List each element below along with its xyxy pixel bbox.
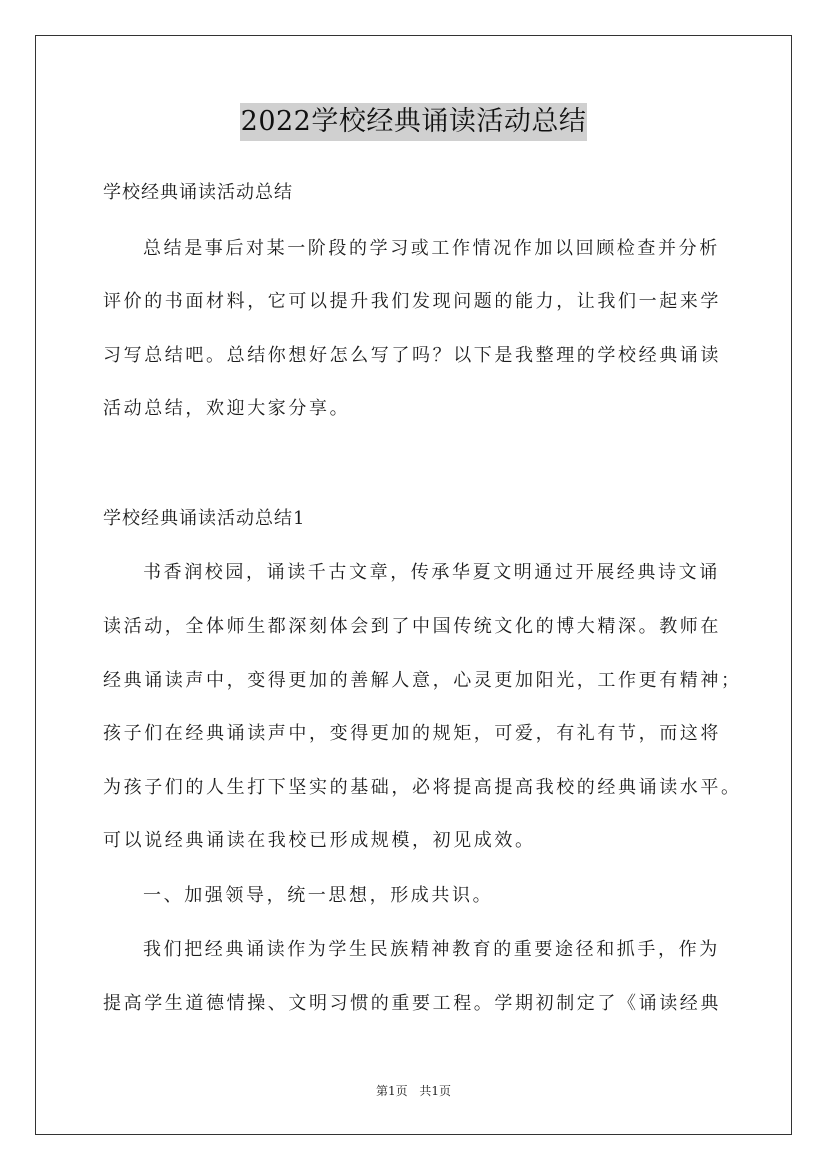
intro-line: 总结是事后对某一阶段的学习或工作情况作加以回顾检查并分析 <box>143 238 720 259</box>
page-footer <box>0 1083 827 1099</box>
page-total: 共1页 <box>419 1084 452 1098</box>
document-title: 2022学校经典诵读活动总结 <box>240 103 588 141</box>
point-line: 提高学生道德情操、文明习惯的重要工程。学期初制定了《诵读经典 <box>103 993 721 1014</box>
section-line: 可以说经典诵读在我校已形成规模，初见成效。 <box>103 830 536 851</box>
intro-line: 评价的书面材料，它可以提升我们发现问题的能力，让我们一起来学 <box>103 291 721 312</box>
section-line: 书香润校园，诵读千古文章，传承华夏文明通过开展经典诗文诵 <box>143 562 720 583</box>
section-heading: 学校经典诵读活动总结1 <box>103 508 306 529</box>
page-number: 第1页 <box>375 1084 408 1098</box>
document-subtitle: 学校经典诵读活动总结 <box>103 182 293 203</box>
title-container <box>0 103 827 141</box>
point-line: 我们把经典诵读作为学生民族精神教育的重要途径和抓手，作为 <box>143 939 720 960</box>
section-line: 为孩子们的人生打下坚实的基础，必将提高提高我校的经典诵读水平。 <box>103 777 742 798</box>
intro-line: 活动总结，欢迎大家分享。 <box>103 398 351 419</box>
section-line: 孩子们在经典诵读声中，变得更加的规矩，可爱，有礼有节，而这将 <box>103 723 721 744</box>
point-heading: 一、加强领导，统一思想，形成共识。 <box>143 885 494 906</box>
section-line: 读活动，全体师生都深刻体会到了中国传统文化的博大精深。教师在 <box>103 616 721 637</box>
intro-line: 习写总结吧。总结你想好怎么写了吗？以下是我整理的学校经典诵读 <box>103 345 721 366</box>
section-line: 经典诵读声中，变得更加的善解人意，心灵更加阳光，工作更有精神； <box>103 670 742 691</box>
